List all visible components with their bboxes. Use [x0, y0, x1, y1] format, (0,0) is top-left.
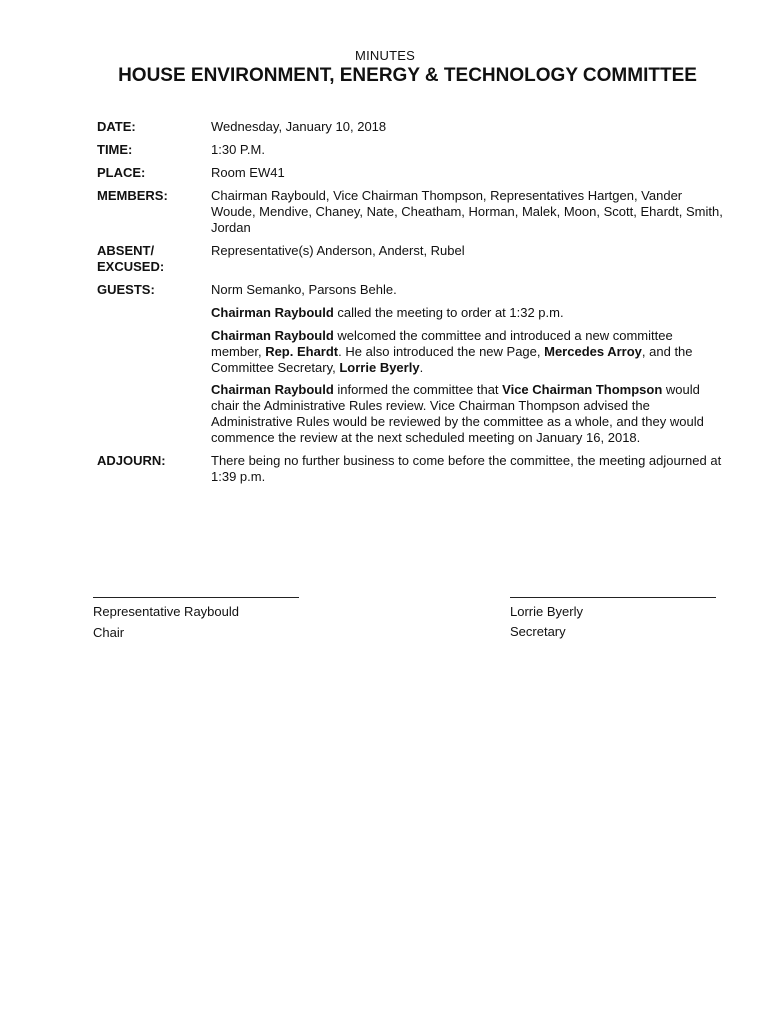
paragraph-text: would chair the Administrative Rules review. Vice Chairman Thompson advised the Administrative Rules would be reviewed by the committee as a whole, and they would commence the review at the next scheduled meeting on January 16, 2018.	[211, 382, 704, 445]
vice-chair-name: Vice Chairman Thompson	[502, 382, 663, 397]
absent-value: Representative(s) Anderson, Anderst, Rubel	[211, 243, 465, 258]
time-label: TIME:	[97, 142, 133, 157]
members-value: Chairman Raybould, Vice Chairman Thompson, Representatives Hartgen, Vander Woude, Mendive, Chaney, Nate, Cheatham, Horman, Malek, Moon, Scott, Ehardt, Smith, Jordan	[211, 188, 723, 235]
guests-value: Norm Semanko, Parsons Behle.	[211, 282, 397, 297]
chair-role: Chair	[93, 625, 125, 640]
adjourn-label: ADJOURN:	[97, 453, 166, 468]
speaker-name: Chairman Raybould	[211, 382, 334, 397]
page-name: Mercedes Arroy	[544, 344, 642, 359]
paragraph-text: .	[419, 360, 424, 375]
place-label: PLACE:	[97, 165, 146, 180]
secretary-name: Lorrie Byerly	[510, 604, 583, 619]
paragraph-text: called the meeting to order at 1:32 p.m.	[333, 305, 564, 320]
committee-title: HOUSE ENVIRONMENT, ENERGY & TECHNOLOGY COMMITTEE	[118, 65, 697, 86]
chair-signature-line	[93, 597, 299, 598]
chair-name: Representative Raybould	[93, 604, 239, 619]
minutes-paragraph-call-to-order	[211, 305, 723, 321]
member-name: Rep. Ehardt	[265, 344, 339, 359]
document-label: MINUTES	[355, 48, 415, 63]
minutes-paragraph-rules-review	[211, 382, 723, 446]
speaker-name: Chairman Raybould	[211, 328, 334, 343]
secretary-signature-line	[510, 597, 716, 598]
time-value: 1:30 P.M.	[211, 142, 265, 157]
secretary-name: Lorrie Byerly	[339, 360, 420, 375]
date-label: DATE:	[97, 119, 136, 134]
place-value: Room EW41	[211, 165, 285, 180]
paragraph-text: informed the committee that	[333, 382, 503, 397]
secretary-role: Secretary	[510, 624, 566, 639]
paragraph-text: . He also introduced the new Page,	[338, 344, 545, 359]
speaker-name: Chairman Raybould	[211, 305, 334, 320]
guests-label: GUESTS:	[97, 282, 155, 297]
paragraph-text: welcomed the committee and introduced a new committee member,	[211, 328, 673, 359]
paragraph-text: , and the Committee Secretary,	[211, 344, 693, 375]
absent-label: ABSENT/ EXCUSED:	[97, 243, 165, 274]
minutes-paragraph-introductions	[211, 328, 723, 376]
members-label: MEMBERS:	[97, 188, 168, 203]
date-value: Wednesday, January 10, 2018	[211, 119, 387, 134]
adjourn-value: There being no further business to come before the committee, the meeting adjourned at 1:39 p.m.	[211, 453, 722, 484]
